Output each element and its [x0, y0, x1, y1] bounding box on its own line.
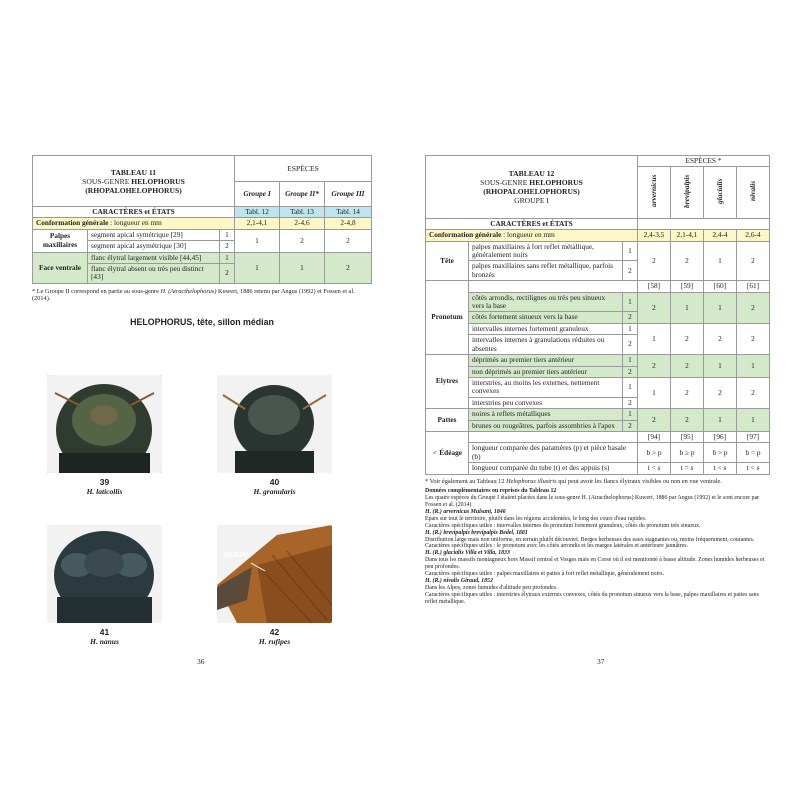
cell-value: b ≥ p	[671, 443, 704, 463]
face-ventrale-label: Face ventrale	[33, 252, 88, 283]
cell-value: 2	[671, 323, 704, 354]
cell-value: t = s	[671, 463, 704, 474]
cell-value: t < s	[638, 463, 671, 474]
cell-value: 2	[638, 241, 671, 281]
state-code: 2	[623, 312, 638, 323]
length-value: 2-4,6	[280, 218, 325, 229]
state-text: segment apical asymétrique [30]	[88, 241, 220, 252]
state-code: 2	[623, 366, 638, 377]
cell-value: 1	[737, 355, 770, 378]
complementary-line: Les quatre espèces du Groupe I étaient placées dans le sous-genre H. (Atracthelophorus) Kuwert, 1886 par Angus (1992) et le sont encore par Fossen et al. (2014)	[425, 495, 760, 508]
cell-value: 2	[737, 241, 770, 281]
elytres-label: Elytres	[426, 355, 469, 409]
photo-number: 39	[99, 477, 110, 487]
photo-42-caption	[217, 627, 332, 647]
page-number-left: 36	[197, 657, 205, 666]
state-text: intervalles internes à granulations réduites ou absentes	[469, 335, 623, 355]
beetle-head-image	[47, 375, 162, 473]
photo-species: H. laticollis	[86, 487, 123, 496]
state-text: côtés fortement sinueux vers la base	[469, 312, 623, 323]
cell-value: t < s	[704, 463, 737, 474]
empty-cell	[469, 281, 638, 292]
tabl-ref: Tabl. 14	[325, 207, 372, 218]
cell-value: 2	[638, 355, 671, 378]
cell-value: 1	[671, 292, 704, 323]
cell-value: 1	[280, 252, 325, 283]
state-text: déprimés au premier tiers antérieur	[469, 355, 623, 366]
footnote-text: Kuwert, 1886 retenu par Angus (1992) et Fossen et al. (2014).	[32, 287, 355, 303]
conformation-row	[426, 230, 638, 241]
photo-39-caption	[47, 477, 162, 497]
edeage-label: ♂ Édéage	[426, 431, 469, 474]
group-col-2: Groupe II*	[280, 182, 325, 207]
beetle-photo-42	[217, 525, 332, 623]
length-value: 2,4-3,5	[638, 230, 671, 241]
table-11-title-line2: SOUS-GENRE	[82, 176, 130, 186]
empty-cell	[638, 218, 770, 229]
length-value: 2,1-4,1	[671, 230, 704, 241]
state-code: 1	[623, 355, 638, 366]
cell-value: 1	[704, 355, 737, 378]
figure-ref: [96]	[704, 431, 737, 442]
state-text: longueur comparée du tube (t) et des appuis (s)	[469, 463, 638, 474]
beetle-head-image	[47, 525, 162, 623]
beetle-photo-40	[217, 375, 332, 473]
beetle-photo-41	[47, 525, 162, 623]
cell-value: 2	[737, 377, 770, 408]
state-code: 2	[623, 420, 638, 431]
complementary-title: Données complémentaires ou reprises du Tableau 12	[425, 488, 557, 495]
state-code: 2	[623, 397, 638, 408]
state-code: 1	[220, 252, 235, 263]
tableau-11	[32, 155, 372, 284]
state-text: palpes maxillaires à fort reflet métallique, généralement noirs	[469, 241, 623, 261]
state-text: interstries, au moins les externes, nettement convexes	[469, 377, 623, 397]
shoulder-annotation: épaule	[223, 550, 249, 559]
figure-title: HELOPHORUS, tête, sillon médian	[130, 317, 274, 328]
photo-41-caption	[47, 627, 162, 647]
state-text: non déprimés au premier tiers antérieur	[469, 366, 623, 377]
state-text: interstries peu convexes	[469, 397, 623, 408]
cell-value: 2	[671, 355, 704, 378]
species-name: glacialis	[714, 178, 724, 205]
photo-species: H. granularis	[253, 487, 296, 496]
complementary-line: Caractères spécifiques utiles : intervalles internes du pronotum fortement granuleux, côtés du pronotum très sinueux.	[425, 522, 701, 529]
state-code: 1	[623, 241, 638, 261]
cell-value: 1	[737, 409, 770, 432]
state-text: brunes ou rougeâtres, parfois assombries à l'apex	[469, 420, 623, 431]
footnote-text: * Voir également au Tableau 12	[425, 477, 507, 485]
photo-species: H. nanus	[90, 637, 119, 646]
state-code: 2	[220, 241, 235, 252]
species-col	[638, 167, 671, 217]
species-col	[671, 167, 704, 217]
cell-value: 2	[325, 229, 372, 252]
conformation-label: Conformation générale	[36, 218, 109, 228]
length-value: 2,6-4	[737, 230, 770, 241]
palpes-label: Palpes maxillaires	[33, 229, 88, 252]
cell-value: 2	[737, 292, 770, 323]
figure-ref: [97]	[737, 431, 770, 442]
length-value: 2-4,8	[325, 218, 372, 229]
state-text: intervalles internes fortement granuleux	[469, 323, 623, 334]
complementary-line: Dans les Alpes, zones humides d'altitude peu profondes.	[425, 584, 558, 591]
complementary-data	[425, 488, 770, 605]
table-12-title-line1: TABLEAU 12	[508, 168, 555, 178]
state-text: noires à reflets métalliques	[469, 409, 623, 420]
photo-number: 40	[269, 477, 280, 487]
state-code: 1	[220, 229, 235, 240]
table-11-title	[33, 156, 235, 207]
footnote-text: qui peut avoir les flancs élytraux visibles ou non en vue ventrale.	[556, 477, 722, 485]
cell-value: 2	[638, 292, 671, 323]
figure-ref: [59]	[671, 281, 704, 292]
group-col-1: Groupe I	[235, 182, 280, 207]
especes-header	[638, 156, 770, 219]
especes-label: ESPÈCES *	[638, 156, 769, 167]
footnote-taxon: Helophorus illustris	[506, 477, 557, 485]
species-col	[737, 167, 769, 217]
cell-value: 1	[235, 252, 280, 283]
page-number-right: 37	[597, 657, 605, 666]
cell-value: 1	[704, 241, 737, 281]
cell-value: 2	[671, 409, 704, 432]
state-text: flanc élytral absent ou très peu distinct [43]	[88, 264, 220, 284]
complementary-line: Épars sur tout le territoire, plutôt dans les régions accidentées, le long des cours d'eau rapides.	[425, 515, 647, 522]
species-name: nivalis	[747, 181, 757, 202]
cell-value: 2	[280, 229, 325, 252]
pattes-label: Pattes	[426, 409, 469, 432]
complementary-line: Caractères spécifiques utiles : interstries élytraux externes convexes, côtés du pronotum sinueux vers la base, palpes maxillaires et pattes sans reflet métallique.	[425, 591, 759, 605]
state-code: 1	[623, 409, 638, 420]
figure-ref: [58]	[638, 281, 671, 292]
table-11-subgenus: (RHOPALOHELOPHORUS)	[85, 185, 182, 195]
species-col	[704, 167, 737, 217]
state-text: flanc élytral largement visible [44,45]	[88, 252, 220, 263]
complementary-line: Caractères spécifiques utiles : le pronotum avec les côtés arrondis et les marges latérales et antérieure jaunâtres.	[425, 543, 689, 550]
tabl-ref: Tabl. 13	[280, 207, 325, 218]
species-names-row	[638, 167, 769, 217]
caracteres-header: CARACTÈRES et ÉTATS	[33, 207, 235, 218]
cell-value: 1	[704, 292, 737, 323]
cell-value: 2	[737, 323, 770, 354]
table-12-title-line2: SOUS-GENRE	[480, 177, 528, 187]
species-heading: H. (R.) glacialis Villa et Villa, 1833	[425, 550, 510, 557]
state-text: côtés arrondis, rectilignes ou très peu sinueux vers la base	[469, 292, 623, 312]
state-text: palpes maxillaires sans reflet métallique, parfois bronzés	[469, 261, 623, 281]
beetle-body-image	[217, 525, 332, 623]
figure-ref: [61]	[737, 281, 770, 292]
right-page	[425, 155, 770, 666]
conformation-unit: : longueur en mm	[108, 218, 162, 228]
group-col-3: Groupe III	[325, 182, 372, 207]
cell-value: 1	[704, 409, 737, 432]
beetle-head-image	[217, 375, 332, 473]
cell-value: 2	[704, 323, 737, 354]
species-heading: H. (R.) arvernicus Mulsant, 1846	[425, 508, 506, 515]
cell-value: 1	[638, 377, 671, 408]
species-heading: H. (R.) nivalis Giraud, 1852	[425, 577, 493, 584]
left-page	[32, 155, 372, 666]
beetle-photo-39	[47, 375, 162, 473]
table-11-footnote	[32, 288, 372, 303]
table-12-footnote	[425, 478, 770, 486]
state-code: 1	[623, 377, 638, 397]
photo-species: H. rufipes	[258, 637, 291, 646]
table-12-genus: HELOPHORUS	[529, 177, 583, 187]
table-11-title-line1: TABLEAU 11	[110, 167, 157, 177]
cell-value: 2	[704, 377, 737, 408]
state-code: 2	[220, 264, 235, 284]
cell-value: t < s	[737, 463, 770, 474]
cell-value: 2	[671, 241, 704, 281]
figure-ref: [94]	[638, 431, 671, 442]
complementary-line: Distribution large mais non uniforme, en terrain plutôt découvert. Berges herbeuses des eaux stagnantes ou, moins fréquemment, courantes.	[425, 536, 755, 543]
complementary-line: Caractères spécifiques utiles : palpes maxillaires et pattes à fort reflet métallique, généralement noirs.	[425, 571, 664, 578]
cell-value: 2	[671, 377, 704, 408]
cell-value: b > p	[704, 443, 737, 463]
photo-number: 42	[269, 627, 280, 637]
complementary-line: Dans tous les massifs montagneux hors Massif central et Vosges mais en Corse où il est mentionné à basse altitude. Zones humides herbeuses et peu profondes.	[425, 557, 765, 571]
table-12-group: GROUPE I	[514, 195, 549, 205]
footnote-text: * Le Groupe II correspond en partie au sous-genre	[32, 287, 161, 295]
cell-value: 1	[638, 323, 671, 354]
table-12-subgenus: (RHOPALOHELOPHORUS)	[483, 186, 580, 196]
state-text: segment apical symétrique [29]	[88, 229, 220, 240]
cell-value: 2	[638, 409, 671, 432]
photo-40-caption	[217, 477, 332, 497]
species-heading: H. (R.) brevipalpis brevipalpis Bedel, 1881	[425, 529, 528, 536]
cell-value: b = p	[737, 443, 770, 463]
state-code: 1	[623, 292, 638, 312]
especes-header: ESPÈCES	[235, 156, 372, 182]
cell-value: b > p	[638, 443, 671, 463]
state-text: longueur comparée des paramères (p) et pièce basale (b)	[469, 443, 638, 463]
conformation-row	[33, 218, 235, 229]
cell-value: 1	[235, 229, 280, 252]
pronotum-label: Pronotum	[426, 281, 469, 355]
table-12-title	[426, 156, 638, 219]
species-name: brevipalpis	[681, 174, 691, 209]
caracteres-header: CARACTÈRES et ÉTATS	[426, 218, 638, 229]
species-name: arvernicus	[648, 175, 658, 208]
tableau-12	[425, 155, 770, 475]
table-11-genus: HELOPHORUS	[131, 176, 185, 186]
cell-value: 2	[325, 252, 372, 283]
conformation-unit: : longueur en mm	[501, 230, 555, 240]
length-value: 2,4-4	[704, 230, 737, 241]
conformation-label: Conformation générale	[429, 230, 502, 240]
footnote-taxon: H. (Atracthelophorus)	[160, 287, 217, 295]
length-value: 2,1-4,1	[235, 218, 280, 229]
photo-number: 41	[99, 627, 110, 637]
state-code: 2	[623, 335, 638, 355]
tete-label: Tête	[426, 241, 469, 281]
figure-ref: [95]	[671, 431, 704, 442]
figure-ref: [60]	[704, 281, 737, 292]
state-code: 1	[623, 323, 638, 334]
empty-cell	[469, 431, 638, 442]
tabl-ref: Tabl. 12	[235, 207, 280, 218]
state-code: 2	[623, 261, 638, 281]
